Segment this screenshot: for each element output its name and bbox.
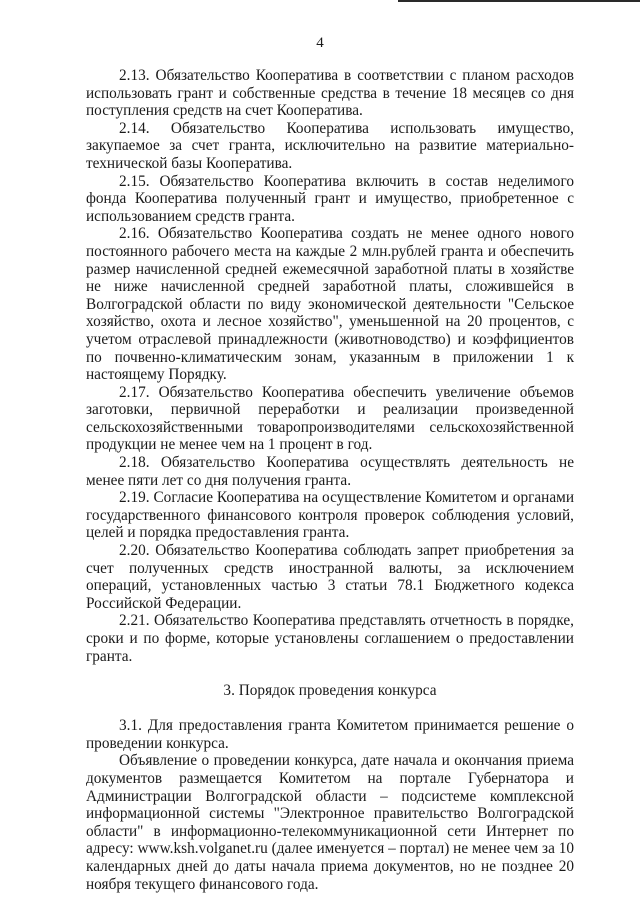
- paragraph-3-1-announcement: Объявление о проведении конкурса, дате начала и окончания приема документов размещается Комитетом на портале Губернатора и Администрации Волгоградской области – подсистеме комплексной информационной системы "Электронное правительство Волгоградской области" в информационно-телекоммуникационной сети Интернет по адресу: www.ksh.volganet.ru (далее именуется – портал) не менее чем за 10 календарных дней до даты начала приема документов, но не позднее 20 ноября текущего финансового года.: [86, 752, 574, 893]
- document-body: [86, 67, 574, 893]
- paragraph-2-21: 2.21. Обязательство Кооператива представлять отчетность в порядке, сроки и по форме, которые установлены соглашением о предоставлении гранта.: [86, 612, 574, 665]
- paragraph-2-13: 2.13. Обязательство Кооператива в соответствии с планом расходов использовать грант и собственные средства в течение 18 месяцев со дня поступления средств на счет Кооператива.: [86, 67, 574, 120]
- paragraph-2-14: 2.14. Обязательство Кооператива использовать имущество, закупаемое за счет гранта, исключительно на развитие материально-технической базы Кооператива.: [86, 119, 574, 172]
- paragraph-2-17: 2.17. Обязательство Кооператива обеспечить увеличение объемов заготовки, первичной переработки и реализации произведенной сельскохозяйственными товаропроизводителями сельскохозяйственной продукции не менее чем на 1 процент в год.: [86, 383, 574, 454]
- section-heading: 3. Порядок проведения конкурса: [223, 682, 437, 700]
- paragraph-2-20: 2.20. Обязательство Кооператива соблюдать запрет приобретения за счет полученных средств иностранной валюты, за исключением операций, установленных частью 3 статьи 78.1 Бюджетного кодекса Российской Федерации.: [86, 542, 574, 612]
- paragraph-2-18: 2.18. Обязательство Кооператива осуществлять деятельность не менее пяти лет со дня получения гранта.: [86, 454, 574, 489]
- top-rule: [398, 0, 640, 2]
- paragraph-2-15: 2.15. Обязательство Кооператива включить в состав неделимого фонда Кооператива полученный грант и имущество, приобретенное с использованием средств гранта.: [86, 172, 574, 225]
- page-number: 4: [316, 35, 324, 51]
- paragraph-2-19: 2.19. Согласие Кооператива на осуществление Комитетом и органами государственного финансового контроля проверок соблюдения условий, целей и порядка предоставления гранта.: [86, 489, 574, 542]
- paragraph-3-1: 3.1. Для предоставления гранта Комитетом принимается решение о проведении конкурса.: [86, 717, 574, 752]
- paragraph-2-16: 2.16. Обязательство Кооператива создать не менее одного нового постоянного рабочего места на каждые 2 млн.рублей гранта и обеспечить размер начисленной средней ежемесячной заработной платы в хозяйстве не ниже начисленной средней заработной платы, сложившейся в Волгоградской области по виду экономической деятельности "Сельское хозяйство, охота и лесное хозяйство", уменьшенной на 20 процентов, с учетом отраслевой принадлежности (животноводство) и коэффициентов по почвенно-климатическим зонам, указанным в приложении 1 к настоящему Порядку.: [86, 225, 574, 384]
